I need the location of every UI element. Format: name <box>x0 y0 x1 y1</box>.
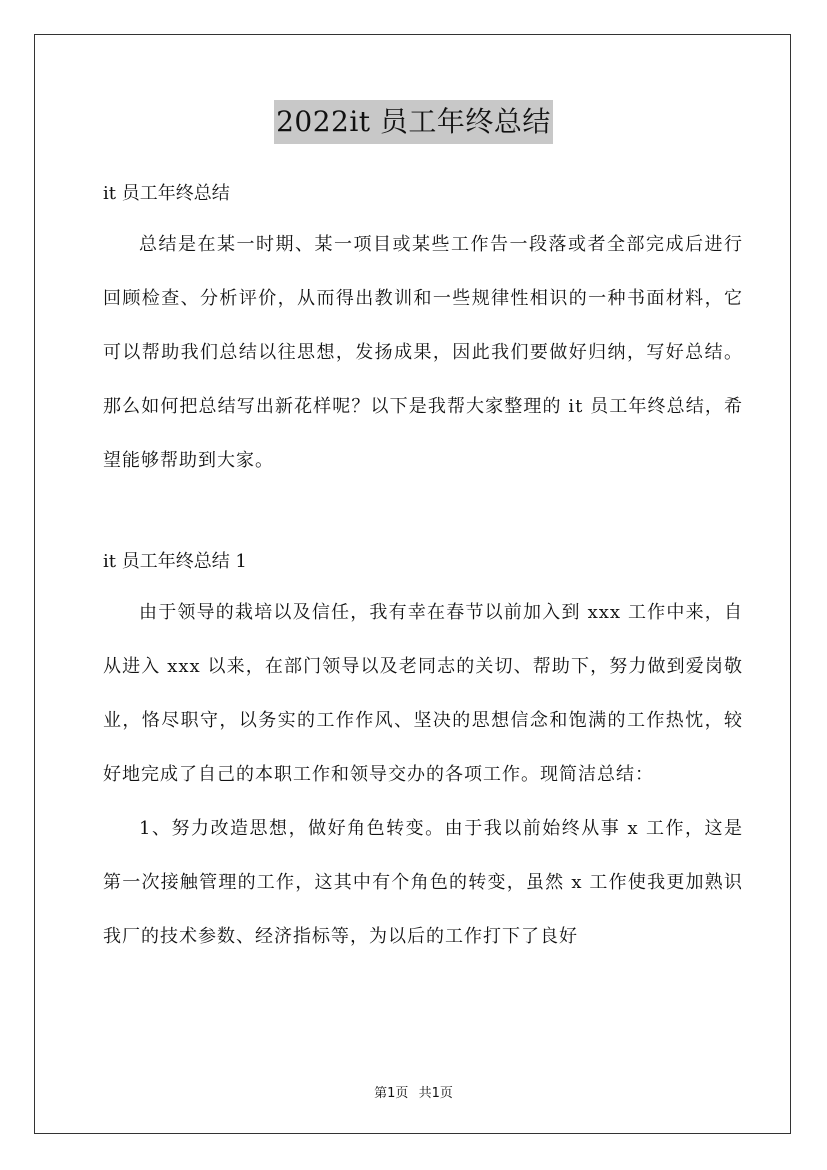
section-1-paragraph-1: 由于领导的栽培以及信任，我有幸在春节以前加入到 xxx 工作中来，自从进入 xxx 以来，在部门领导以及老同志的关切、帮助下，努力做到爱岗敬业，恪尽职守，以务实的工作作风、坚决的思想信念和饱满的工作热忱，较好地完成了自己的本职工作和领导交办的各项工作。现简洁总结： <box>103 602 743 785</box>
section-1-heading: it 员工年终总结 1 <box>103 551 247 572</box>
intro-paragraph: 总结是在某一时期、某一项目或某些工作告一段落或者全部完成后进行回顾检查、分析评价，从而得出教训和一些规律性相识的一种书面材料，它可以帮助我们总结以往思想，发扬成果，因此我们要做好归纳，写好总结。那么如何把总结写出新花样呢？以下是我帮大家整理的 it 员工年终总结，希望能够帮助到大家。 <box>103 234 743 471</box>
title-container <box>0 100 827 144</box>
document-title: 2022it 员工年终总结 <box>274 100 553 144</box>
document-body <box>103 170 743 964</box>
intro-heading: it 员工年终总结 <box>103 183 230 204</box>
section-1-paragraph-2: 1、努力改造思想，做好角色转变。由于我以前始终从事 x 工作，这是第一次接触管理的工作，这其中有个角色的转变，虽然 x 工作使我更加熟识我厂的技术参数、经济指标等，为以后的工作打下了良好 <box>103 818 743 947</box>
section-spacer <box>103 488 743 538</box>
page-number: 第1页 <box>374 1086 409 1101</box>
page-footer <box>0 1082 827 1101</box>
page-total: 共1页 <box>418 1086 453 1101</box>
